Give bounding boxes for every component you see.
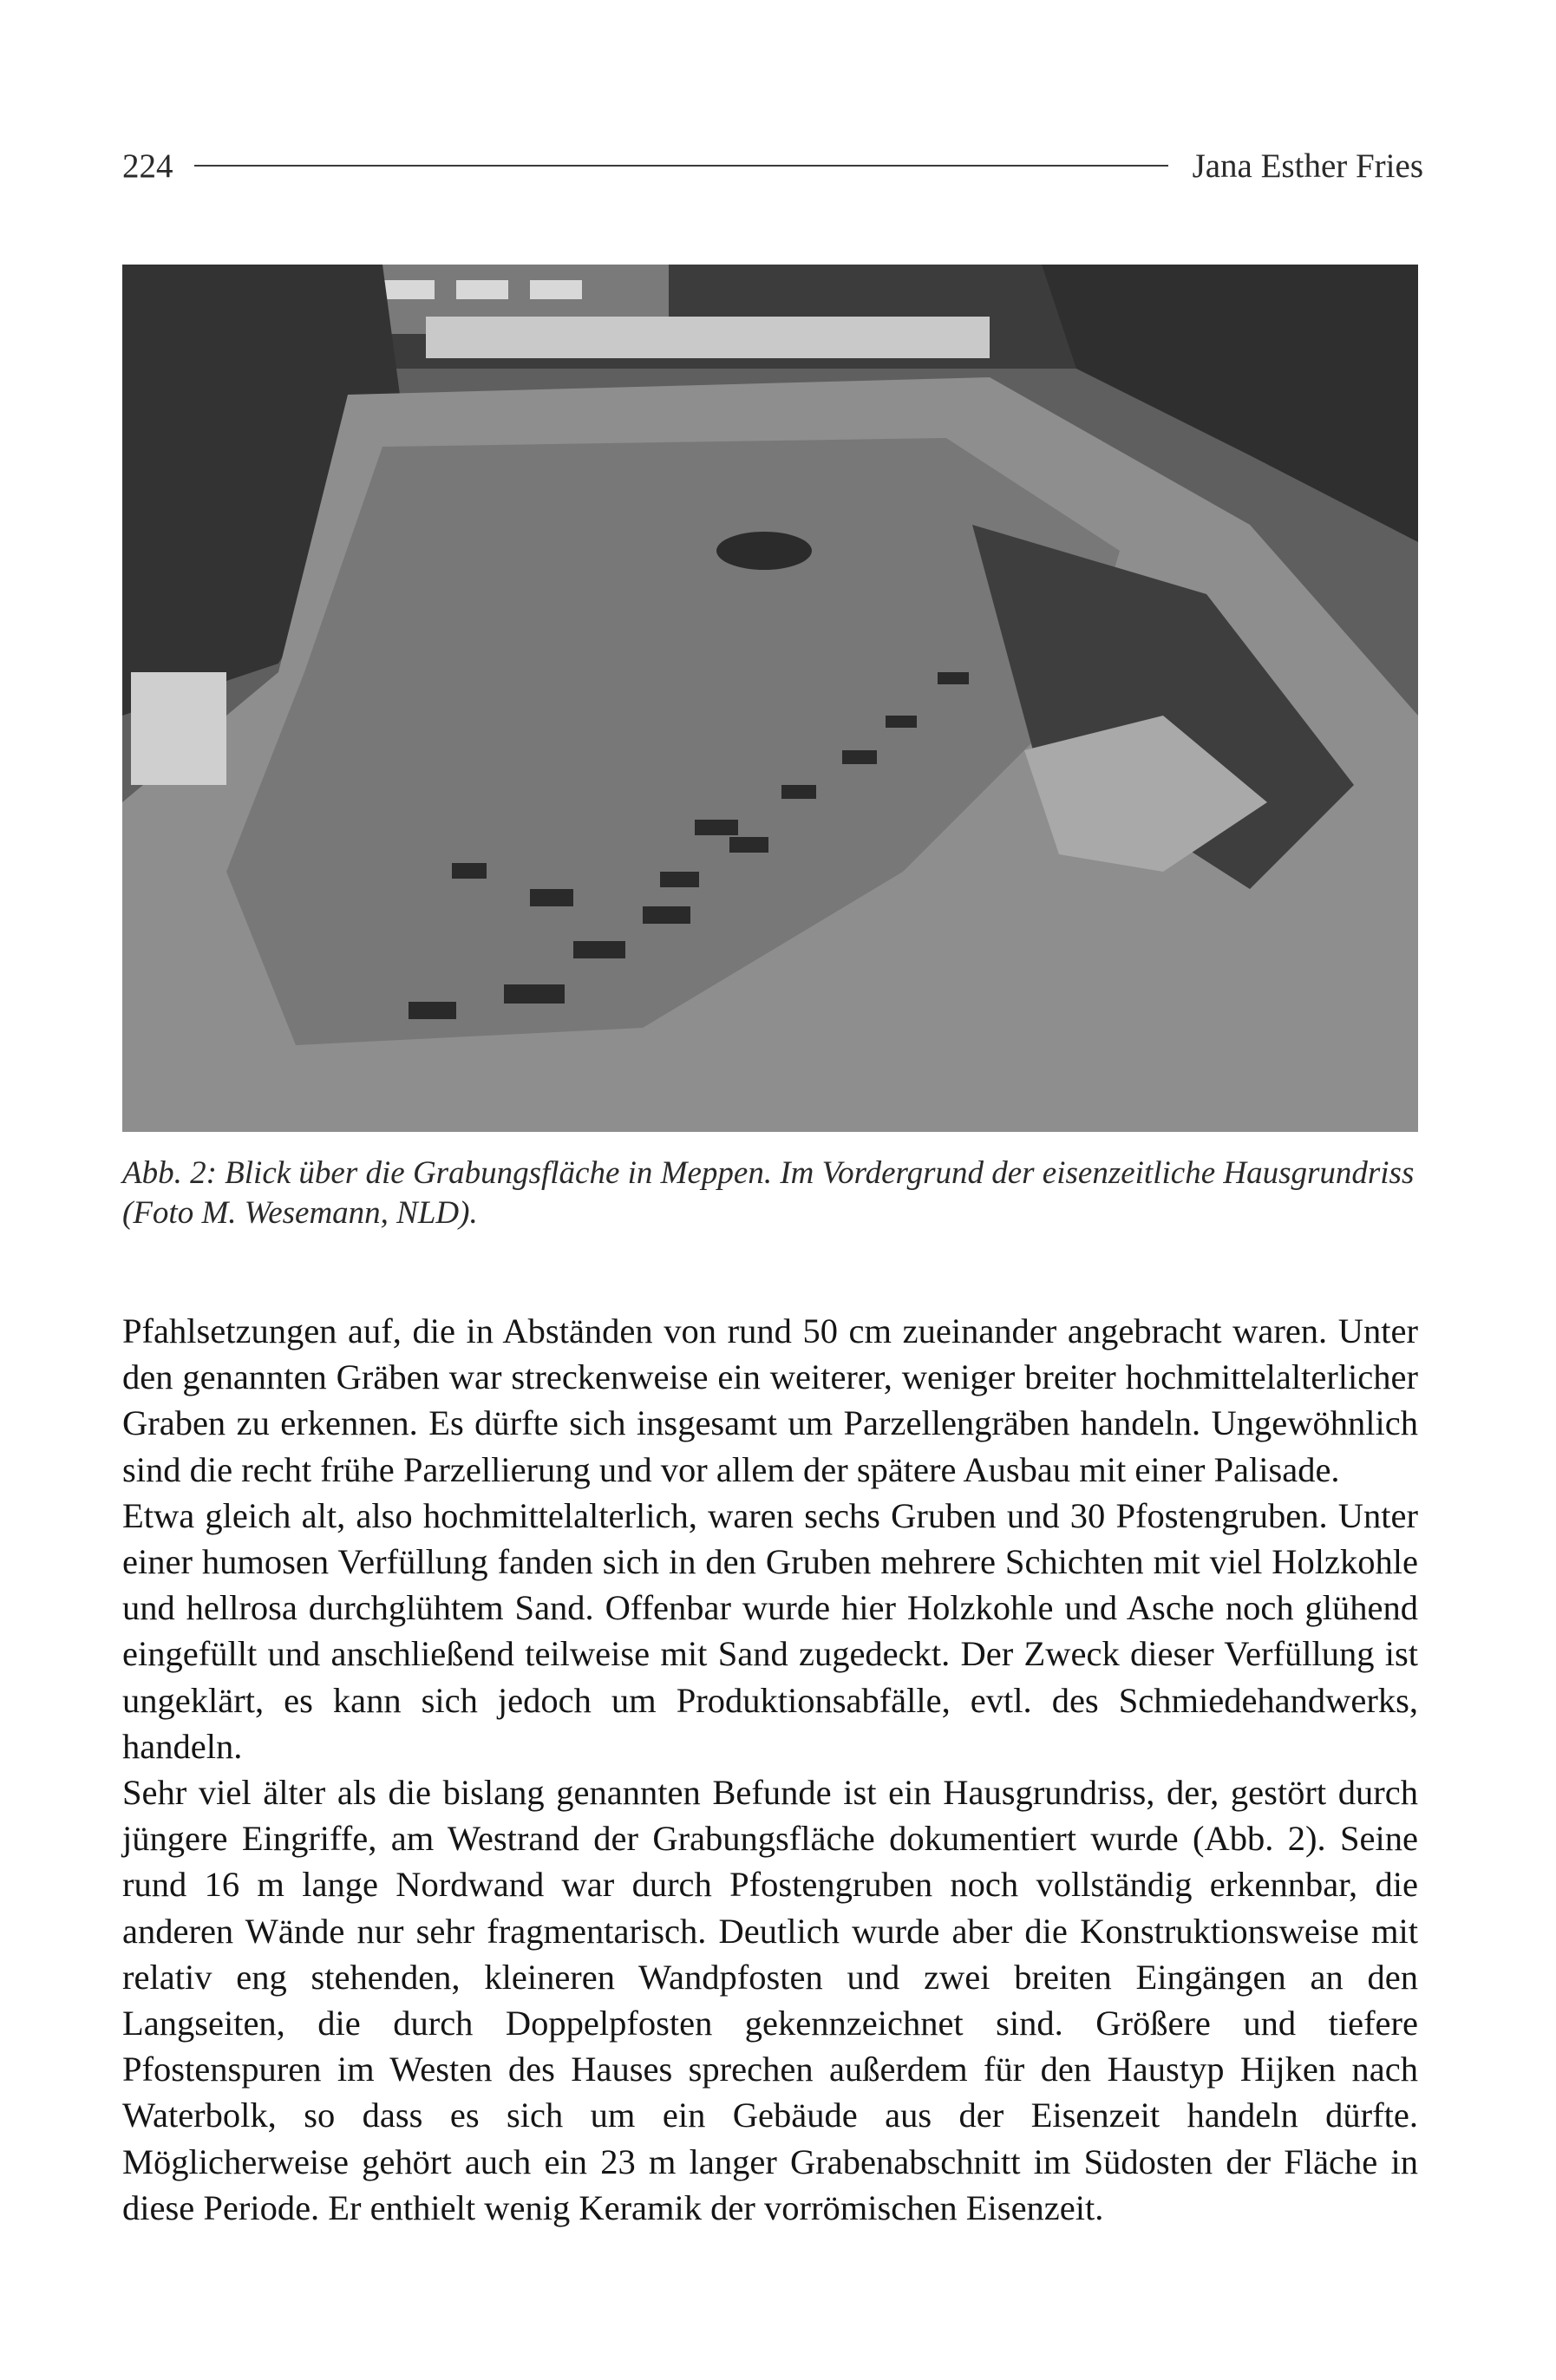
paragraph: Etwa gleich alt, also hochmittelalterlich, waren sechs Gruben und 30 Pfostengruben. Unter einer humosen Verfüllung fanden sich in den Gruben mehrere Schichten mit viel Holzkohle und hellrosa durchglühtem Sand. Offenbar wurde hier Holzkohle und Asche noch glühend eingefüllt und anschließend teilweise mit Sand zugedeckt. Der Zweck dieser Verfüllung ist ungeklärt, es kann sich jedoch um Produktionsabfälle, evtl. des Schmiedehandwerks, handeln.: [122, 1495, 1418, 1766]
header-rule: [194, 165, 1168, 167]
figure-caption: Abb. 2: Blick über die Grabungsfläche in Meppen. Im Vordergrund der eisenzeitliche Hausgrundriss (Foto M. Wesemann, NLD).: [122, 1155, 1415, 1231]
running-header: [122, 139, 1423, 193]
excavation-photo: [122, 265, 1418, 1132]
running-head-author: Jana Esther Fries: [1192, 147, 1423, 185]
body-text: [122, 1308, 1418, 2231]
paragraph: Pfahlsetzungen auf, die in Abständen von rund 50 cm zueinander angebracht waren. Unter den genannten Gräben war streckenweise ein weiterer, weniger breiter hochmittelalterlicher Graben zu erkennen. Es dürfte sich insgesamt um Parzellengräben handeln. Ungewöhnlich sind die recht frühe Parzellierung und vor allem der spätere Ausbau mit einer Palisade.: [122, 1311, 1418, 1489]
paragraph: Sehr viel älter als die bislang genannten Befunde ist ein Hausgrundriss, der, gestört durch jüngere Eingriffe, am Westrand der Grabungsfläche dokumentiert wurde (Abb. 2). Seine rund 16 m lange Nordwand war durch Pfostengruben noch vollständig erkennbar, die anderen Wände nur sehr fragmentarisch. Deutlich wurde aber die Konstruktionsweise mit relativ eng stehenden, kleineren Wandpfosten und zwei breiten Eingängen an den Langseiten, die durch Doppelpfosten gekennzeichnet sind. Größere und tiefere Pfostenspuren im Westen des Hauses sprechen außerdem für den Haustyp Hijken nach Waterbolk, so dass es sich um ein Gebäude aus der Eisenzeit handeln dürfte. Möglicherweise gehört auch ein 23 m langer Grabenabschnitt im Südosten der Fläche in diese Periode. Er enthielt wenig Keramik der vorrömischen Eisenzeit.: [122, 1773, 1418, 2227]
page-number: 224: [122, 147, 173, 185]
